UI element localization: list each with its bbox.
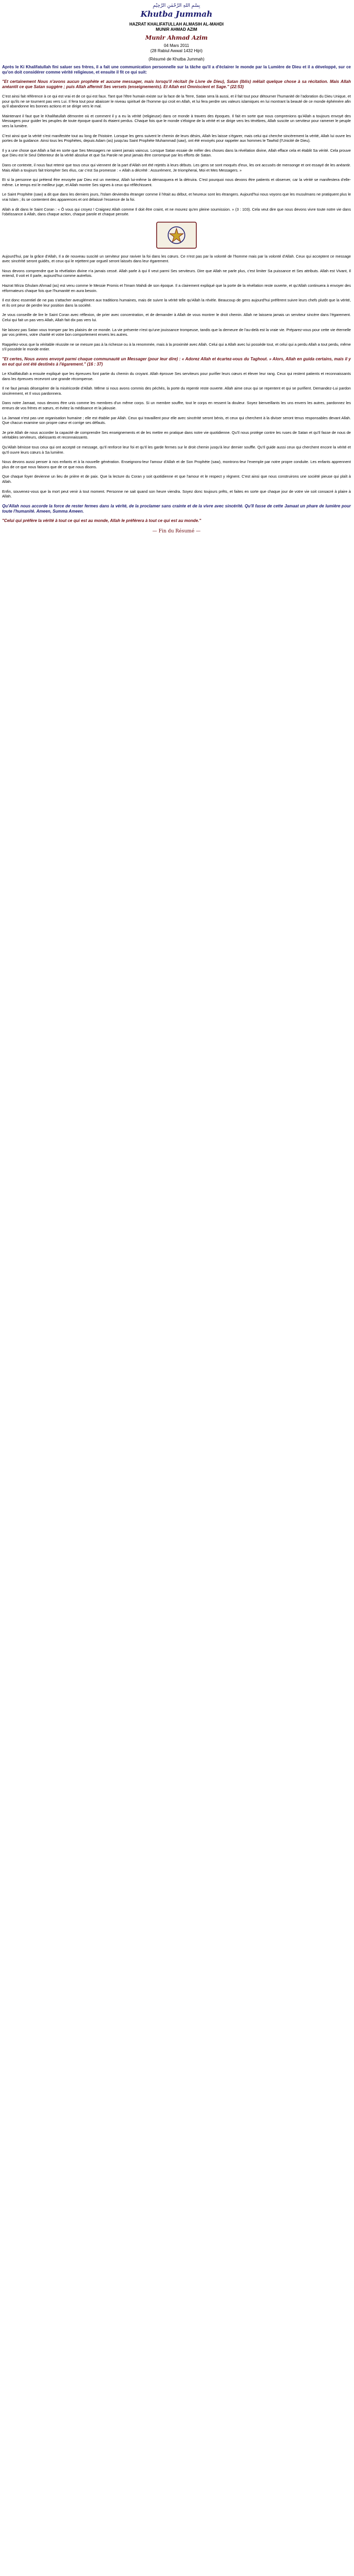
author-name: MUNIR AHMAD AZIM: [156, 27, 197, 32]
bismillah-heading: بِسْمِ اللهِ الرَّحْمٰنِ الرَّحِيْمِ: [152, 3, 200, 8]
author-signature: Munir Ahmad Azim: [145, 34, 208, 41]
paragraphs-part-two: [2, 254, 351, 352]
sermon-paragraph: Il ne faut jamais désespérer de la miséricorde d'Allah. Même si nous avons commis des péchés, la porte du repentir reste ouverte. Allah aime ceux qui se repentent et qui se purifient. Demandez-Lui pardon sincèrement, et Il vous pardonnera.: [2, 386, 351, 396]
sermon-date-hijri: (28 Rabiul Awwal 1432 Hijri): [150, 48, 203, 53]
sermon-paragraph: Je prie Allah de nous accorder la capacité de comprendre Ses enseignements et de les mettre en pratique dans notre vie quotidienne. Qu'Il nous protège contre les ruses de Satan et qu'Il fasse de nous de véritables serviteurs, obéissants et reconnaissants.: [2, 430, 351, 440]
sermon-paragraph: Et si la personne qui prétend être envoyée par Dieu est un menteur, Allah lui-même la démasquera et la détruira. C'est pourquoi nous devons être patients et observer, car la vérité se manifestera d'elle-même. Le temps est le meilleur juge, et Allah montre Ses signes à ceux qui réfléchissent.: [2, 177, 351, 187]
sermon-subject: (Résumé de Khutba Jummah): [148, 57, 205, 62]
sermon-paragraph: Dans ce contexte, il nous faut retenir que tous ceux qui viennent de la part d'Allah ont été rejetés à leurs débuts. Les gens se sont moqués d'eux, les ont accusés de mensonge et ont essayé de les anéantir. Mais Allah a toujours fait triompher Ses élus, car c'est Sa promesse : « Allah a décrété : Assurément, Je triompherai, Moi et Mes Messagers. »: [2, 162, 351, 173]
sermon-paragraph: Enfin, souvenez-vous que la mort peut venir à tout moment. Personne ne sait quand son heure viendra. Soyez donc toujours prêts, et faites en sorte que chaque jour de votre vie soit consacré à plaire à Allah.: [2, 489, 351, 499]
sermon-paragraph: Il y a une chose que Allah a fait en sorte que Ses Messagers ne soient jamais vaincus. Lorsque Satan essaie de mêler des choses dans la révélation divine, Allah efface cela et établit Sa vérité. Cela prouve que Dieu est le Seul Détenteur de la vérité absolue et que Sa Parole ne peut jamais être corrompue par les efforts de Satan.: [2, 148, 351, 158]
sermon-paragraph: Nous devons aussi penser à nos enfants et à la nouvelle génération. Enseignons-leur l'amour d'Allah et de Son Prophète (saw), montrons-leur l'exemple par notre propre conduite. Les enfants apprennent plus de ce que nous faisons que de ce que nous disons.: [2, 459, 351, 469]
sermon-paragraph: Le Saint Prophète (saw) a dit que dans les derniers jours, l'Islam deviendra étranger comme il l'était au début, et heureux sont les étrangers. Aujourd'hui nous voyons que les musulmans ne pratiquent plus le vrai Islam ; ils se contentent des apparences et ont délaissé l'essence de la foi.: [2, 192, 351, 202]
page-title: Khutba Jummah: [140, 9, 213, 19]
sermon-page: [2, 2, 351, 534]
sermon-paragraph: Allah a dit dans le Saint Coran : « Ô vous qui croyez ! Craignez Allah comme Il doit être craint, et ne mourez qu'en pleine soumission. » (3 : 103). Cela veut dire que nous devons vivre toute notre vie dans l'obéissance à Allah, dans chaque action, chaque parole et chaque pensée.: [2, 206, 351, 217]
sermon-paragraph: Il est donc essentiel de ne pas s'attacher aveuglément aux traditions humaines, mais de suivre la vérité telle qu'Allah la révèle. Beaucoup de gens aujourd'hui préfèrent suivre leurs chefs plutôt que la vérité, et ils ont peur de perdre leur position dans la société.: [2, 298, 351, 308]
sermon-paragraph: Qu'Allah bénisse tous ceux qui ont accepté ce message, qu'Il renforce leur foi et qu'Il les garde fermes sur le droit chemin jusqu'à leur dernier souffle. Qu'Il guide aussi ceux qui cherchent encore la vérité et qu'Il ouvre leurs cœurs à Sa lumière.: [2, 444, 351, 455]
sermon-paragraph: Ne laissez pas Satan vous tromper par les plaisirs de ce monde. La vie présente n'est qu'une jouissance trompeuse, tandis que la demeure de l'au-delà est la vraie vie. Préparez-vous pour cette vie éternelle par vos prières, votre charité et votre bon comportement envers les autres.: [2, 327, 351, 337]
sermon-paragraph: Maintenant il faut que le Khalifatullah démontre où et comment il y a eu la vérité (religieuse) dans ce monde à travers des époques. Il fait en sorte que nous comprenions qu'Allah a toujours envoyé des Messagers pour guider les peuples de toute époque quand ils étaient perdus. Chaque fois que le monde s'éloigne de la vérité et se dirige vers les ténèbres, Allah suscite un serviteur pour ramener le peuple vers la lumière.: [2, 113, 351, 128]
closing-prayer: Qu'Allah nous accorde la force de rester fermes dans la vérité, de la proclamer sans crainte et de la vivre avec sincérité. Qu'Il fasse de cette Jamaat un phare de lumière pour toute l'humanité. Ameen, Summa Ameen.: [2, 503, 351, 514]
sermon-paragraph: C'est ainsi fait référence à ce qui est vrai et de ce qui est faux. Tant que l'être humain existe sur la face de la Terre, Satan sera là aussi, et il fait tout pour détourner l'humanité de l'adoration du Dieu Unique, et pour qu'ils ne se tournent pas vers Lui. Il fera tout pour abaisser le niveau spirituel de l'homme qui croit en Allah, et lui fera perdre ses valeurs islamiques en lui montrant la beauté de ce monde éphémère afin qu'il abandonne les bonnes actions et se dirige vers le mal.: [2, 94, 351, 109]
sermon-paragraph: Dans notre Jamaat, nous devons être unis comme les membres d'un même corps. Si un membre souffre, tout le corps en ressent la douleur. Soyez bienveillants les uns envers les autres, pardonnez les erreurs de vos frères et sœurs, et évitez la médisance et la jalousie.: [2, 400, 351, 410]
sermon-paragraph: C'est ainsi que la vérité s'est manifestée tout au long de l'histoire. Lorsque les gens suivent le chemin de leurs désirs, Allah les laisse s'égarer, mais celui qui cherche sincèrement la vérité, Allah lui ouvre les portes de la guidance. Ainsi tous les Prophètes, depuis Adam (as) jusqu'au Saint Prophète Muhammad (saw), ont été envoyés pour rappeler aux hommes le Tawhid (l'Unicité de Dieu).: [2, 133, 351, 143]
paragraphs-part-one: [2, 94, 351, 217]
opening-quote: "Et certainement Nous n'avons aucun prophète et aucune messager, mais lorsqu'il récitait (le Livre de Dieu), Satan (Iblis) mêlait quelque chose à sa récitation. Mais Allah anéantit ce que Satan suggère ; puis Allah affermit Ses versets (enseignements). Et Allah est Omniscient et Sage." (22:53): [2, 79, 351, 89]
sermon-paragraph: La Jamaat n'est pas une organisation humaine ; elle est établie par Allah. Ceux qui travaillent pour elle avec sincérité seront bénis, et ceux qui cherchent à la diviser seront tenus responsables devant Allah. Que chacun examine son propre cœur et corrige ses défauts.: [2, 415, 351, 426]
sermon-paragraph: Le Khalifatullah a ensuite expliqué que les épreuves font partie du chemin du croyant. Allah éprouve Ses serviteurs pour purifier leurs cœurs et élever leur rang. Ceux qui restent patients et reconnaissants dans les épreuves recevront une grande récompense.: [2, 371, 351, 381]
sermon-paragraph: Que chaque foyer devienne un lieu de prière et de paix. Que la lecture du Coran y soit quotidienne et que l'amour et le respect y règnent. C'est ainsi que nous construirons une société pieuse qui plaît à Allah.: [2, 474, 351, 484]
paragraphs-part-three: [2, 371, 351, 499]
sermon-paragraph: Nous devons comprendre que la révélation divine n'a jamais cessé. Allah parle à qui Il veut parmi Ses serviteurs. Dire que Allah ne parle plus, c'est limiter Sa puissance et Ses attributs. Allah est Vivant, Il entend, Il voit et Il parle, aujourd'hui comme autrefois.: [2, 268, 351, 278]
end-quote: "Celui qui préfère la vérité à tout ce qui est au monde, Allah le préférera à tout ce qui est au monde.": [2, 518, 202, 523]
sermon-paragraph: Rappelez-vous que la véritable réussite ne se mesure pas à la richesse ou à la renommée, mais à la proximité avec Allah. Celui qui a Allah avec lui possède tout, et celui qui a perdu Allah a tout perdu, même s'il possède le monde entier.: [2, 342, 351, 352]
sermon-paragraph: Hazrat Mirza Ghulam Ahmad (as) est venu comme le Messie Promis et l'Imam Mahdi de son époque. Il a clairement expliqué que la porte de la révélation reste ouverte, et qu'Allah continuera à envoyer des réformateurs chaque fois que l'humanité en aura besoin.: [2, 283, 351, 293]
author-title: HAZRAT KHALIFATULLAH ALMASIH AL-MAHDI: [129, 22, 224, 27]
sermon-paragraph: Je vous conseille de lire le Saint Coran avec réflexion, de prier avec concentration, et de demander à Allah de vous montrer le droit chemin. Allah ne laissera jamais un serviteur sincère dans l'égarement. Celui qui fait un pas vers Allah, Allah fait dix pas vers lui.: [2, 312, 351, 323]
sign-off: — Fin du Résumé —: [152, 528, 201, 534]
emblem-icon: [156, 222, 197, 249]
sermon-date: 04 Mars 2011: [163, 43, 190, 48]
intro-text: Après le Ki Khalifatullah fini saluer ses frères, il a fait une communication personnelle sur la tâche qu'il a d'éclairer le monde par la Lumière de Dieu et il a développé, sur ce qu'on doit considérer comme vérité religieuse, et ensuite il fit ce qui suit:: [2, 65, 351, 75]
mid-quote: "Et certes, Nous avons envoyé parmi chaque communauté un Messager (pour leur dire) : « Adorez Allah et écartez-vous du Taghout. » Alors, Allah en guida certains, mais il y en eut qui ont été destinés à l'égarement." (16 : 37): [2, 357, 351, 367]
sermon-paragraph: Aujourd'hui, par la grâce d'Allah, Il a de nouveau suscité un serviteur pour raviver la foi dans les cœurs. Ce n'est pas par la volonté de l'homme mais par la volonté d'Allah. Ceux qui acceptent ce message avec sincérité seront guidés, et ceux qui le rejettent par orgueil seront laissés dans leur égarement.: [2, 253, 351, 264]
emblem-logo: [2, 222, 351, 249]
